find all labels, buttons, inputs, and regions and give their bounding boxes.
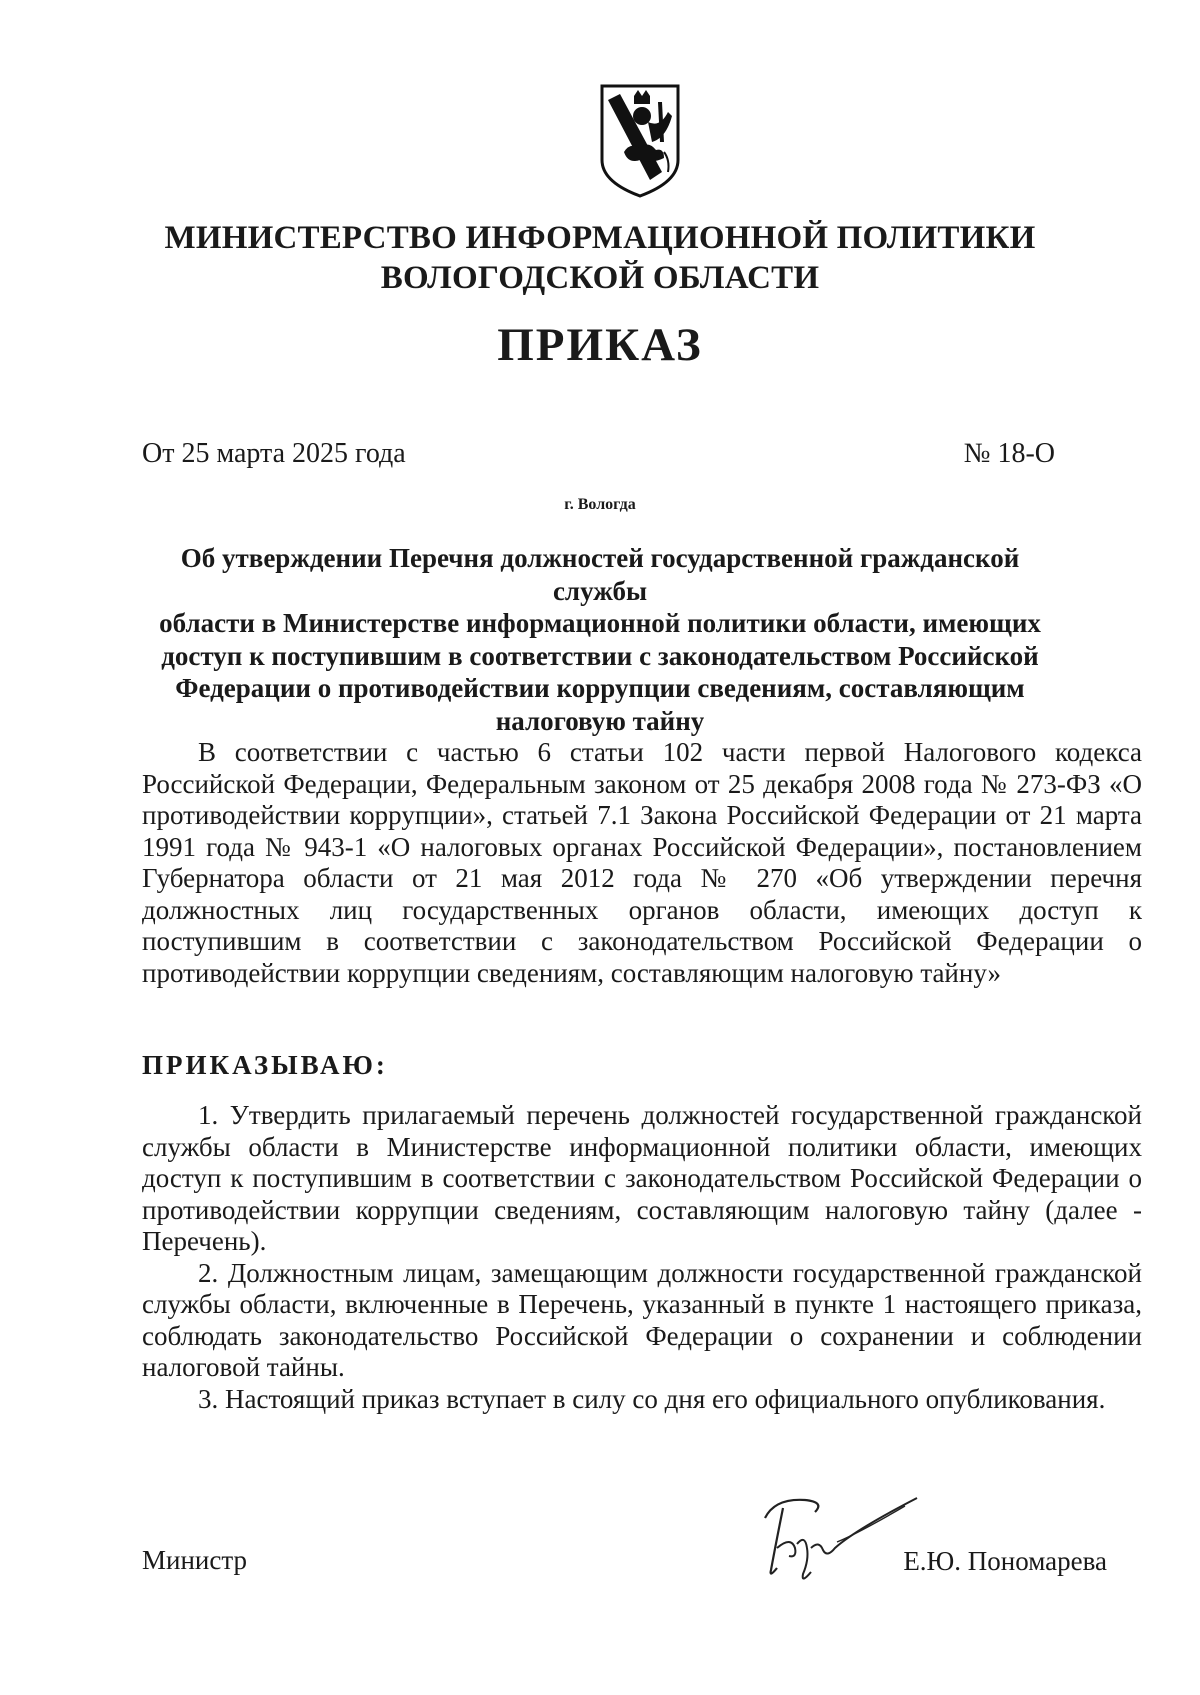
ministry-name-line2: ВОЛОГОДСКОЙ ОБЛАСТИ bbox=[380, 260, 820, 296]
title-line: доступ к поступившим в соответствии с законодательством Российской bbox=[161, 640, 1039, 671]
document-title bbox=[142, 542, 1058, 737]
legal-basis-paragraph: В соответствии с частью 6 статьи 102 части первой Налогового кодекса Российской Федерации, Федеральным законом от 25 декабря 2008 года № 273-ФЗ «О противодействии коррупции», статьей 7.1 Закона Российской Федерации от 21 марта 1991 года № 943-1 «О налоговых органах Российской Федерации», постановлением Губернатора области от 21 мая 2012 года № 270 «Об утверждении перечня должностных лиц государственных органов области, имеющих доступ к поступившим в соответствии с законодательством Российской Федерации о противодействии коррупции сведениям, составляющим налоговую тайну» bbox=[142, 737, 1142, 988]
order-items bbox=[142, 1100, 1142, 1415]
title-line: налоговую тайну bbox=[495, 705, 705, 736]
document-city: г. Вологда bbox=[564, 496, 636, 513]
order-item-3: 3. Настоящий приказ вступает в силу со дня его официального опубликования. bbox=[198, 1383, 1106, 1414]
order-item-1: 1. Утвердить прилагаемый перечень должностей государственной гражданской службы области в Министерстве информационной политики области, имеющих доступ к поступившим в соответствии с законодательством Российской Федерации о противодействии коррупции сведениям, составляющим налоговую тайну (далее - Перечень). bbox=[142, 1100, 1142, 1256]
signature-icon bbox=[745, 1478, 920, 1588]
order-item-2: 2. Должностным лицам, замещающим должности государственной гражданской службы области, включенные в Перечень, указанный в пункте 1 настоящего приказа, соблюдать законодательство Российской Федерации о сохранении и соблюдении налоговой тайны. bbox=[142, 1257, 1142, 1382]
title-line: области в Министерстве информационной политики области, имеющих bbox=[159, 608, 1041, 638]
title-line: Федерации о противодействии коррупции сведениям, составляющим bbox=[175, 673, 1025, 703]
ministry-name bbox=[0, 218, 1200, 298]
title-line: Об утверждении Перечня должностей государственной гражданской службы bbox=[180, 543, 1020, 606]
document-type: ПРИКАЗ bbox=[497, 319, 703, 371]
signatory-position: Министр bbox=[142, 1545, 247, 1575]
document-date: От 25 марта 2025 года bbox=[142, 438, 406, 469]
signer-name: Е.Ю. Пономарева bbox=[903, 1546, 1107, 1576]
document-number: № 18-О bbox=[963, 438, 1055, 469]
ministry-name-line1: МИНИСТЕРСТВО ИНФОРМАЦИОННОЙ ПОЛИТИКИ bbox=[164, 220, 1036, 256]
coat-of-arms-icon bbox=[598, 82, 682, 200]
order-heading: ПРИКАЗЫВАЮ: bbox=[142, 1050, 388, 1080]
